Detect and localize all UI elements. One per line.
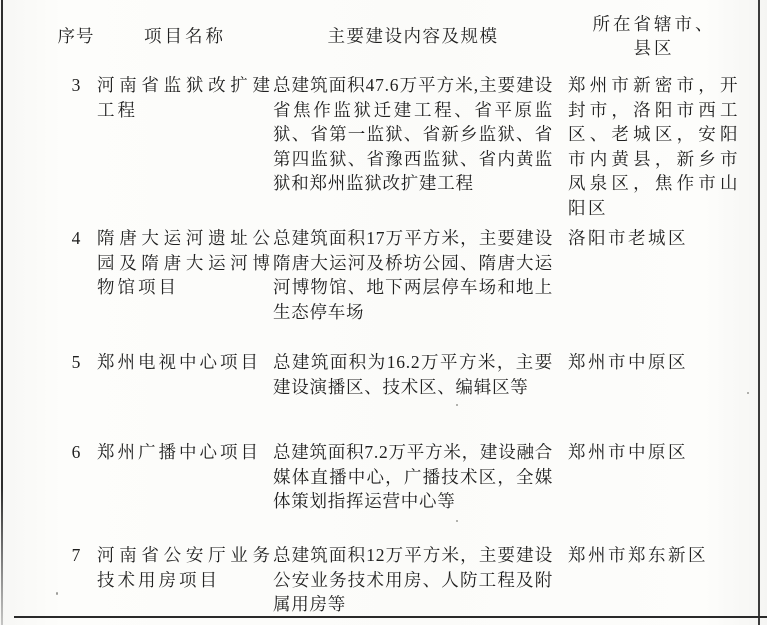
header-project-name: 项目名称	[144, 25, 226, 46]
table-row	[55, 226, 740, 324]
cell-serial-number: 7	[71, 545, 81, 565]
page-border-left	[1, 0, 3, 625]
cell-main-content: 总建筑面积为16.2万平方米，主要建设演播区、技术区、编辑区等	[273, 352, 553, 397]
cell-location: 郑州市郑东新区	[568, 545, 708, 565]
cell-location: 郑州市中原区	[568, 352, 688, 372]
scan-noise-speck	[747, 392, 749, 394]
table-row	[55, 440, 740, 514]
cell-serial-number: 5	[71, 352, 81, 372]
cell-main-content: 总建筑面积47.6万平方米,主要建设省焦作监狱迁建工程、省平原监狱、省第一监狱、省新乡监狱、省第四监狱、省豫西监狱、省内黄监狱和郑州监狱改扩建工程	[273, 75, 553, 194]
cell-serial-number: 4	[71, 228, 81, 248]
cell-serial-number: 3	[71, 75, 81, 95]
header-location: 所在省辖市、县区	[592, 13, 716, 58]
cell-project-name: 郑州广播中心项目	[97, 442, 261, 462]
table-row	[55, 350, 740, 399]
cell-project-name: 郑州电视中心项目	[97, 352, 261, 372]
page-border-right	[758, 0, 760, 625]
cell-location: 洛阳市老城区	[568, 228, 688, 248]
cell-main-content: 总建筑面积7.2万平方米，建设融合媒体直播中心，广播技术区，全媒体策划指挥运营中心等	[273, 442, 553, 512]
cell-main-content: 总建筑面积12万平方米，主要建设公安业务技术用房、人防工程及附属用房等	[273, 545, 553, 615]
cell-project-name: 河南省监狱改扩建工程	[97, 75, 273, 120]
header-main-content: 主要建设内容及规模	[327, 25, 499, 46]
cell-location: 郑州市新密市，开封市，洛阳市西工区、老城区，安阳市内黄县，新乡市凤泉区，焦作市山阳区	[568, 75, 740, 218]
scan-noise-speck	[456, 404, 458, 406]
table-row	[55, 73, 740, 221]
cell-project-name: 隋唐大运河遗址公园及隋唐大运河博物馆项目	[97, 228, 273, 298]
table-row	[55, 543, 740, 617]
cell-main-content: 总建筑面积17万平方米，主要建设隋唐大运河及桥坊公园、隋唐大运河博物馆、地下两层停车场和地上生态停车场	[273, 228, 553, 322]
table-header-row	[55, 8, 740, 64]
cell-project-name: 河南省公安厅业务技术用房项目	[97, 545, 273, 590]
scan-noise-speck	[456, 520, 458, 522]
header-serial-number: 序号	[57, 25, 95, 46]
cell-serial-number: 6	[71, 442, 81, 462]
cell-location: 郑州市中原区	[568, 442, 688, 462]
